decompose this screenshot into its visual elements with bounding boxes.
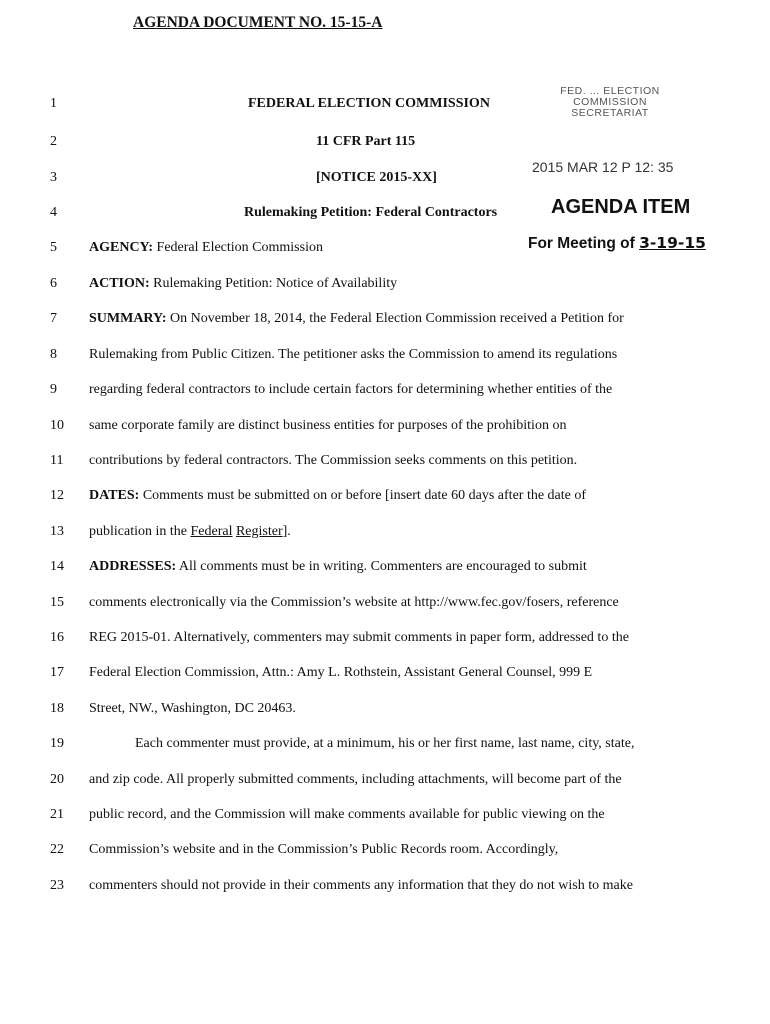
line-number: 8 [50, 347, 57, 362]
received-stamp [520, 86, 700, 119]
stamp-line-1: FED. ... ELECTION [560, 85, 660, 97]
body-line: public record, and the Commission will make comments available for public viewing on the [89, 807, 605, 822]
body-line: Commission’s website and in the Commission’s Public Records room. Accordingly, [89, 842, 559, 857]
line-number: 22 [50, 842, 64, 857]
body-line: REG 2015-01. Alternatively, commenters may submit comments in paper form, addressed to the [89, 630, 629, 645]
line-number: 21 [50, 807, 64, 822]
dates-label: DATES: [89, 488, 140, 503]
notice-number: [NOTICE 2015-XX] [316, 170, 437, 185]
line-number: 2 [50, 134, 57, 149]
agency-label: AGENCY: [89, 240, 154, 255]
body-line: Each commenter must provide, at a minimum, his or her first name, last name, city, state, [135, 736, 635, 751]
stamp-date: 2015 MAR 12 P 12: 35 [532, 159, 674, 175]
line-number: 12 [50, 488, 64, 503]
line-number: 16 [50, 630, 64, 645]
line-number: 10 [50, 418, 64, 433]
body-line: contributions by federal contractors. The Commission seeks comments on this petition. [89, 453, 578, 468]
meeting-line [528, 234, 706, 253]
agency-line [89, 240, 323, 256]
meeting-date: 3-19-15 [639, 234, 706, 252]
addresses-text: All comments must be in writing. Commenters are encouraged to submit [176, 559, 587, 574]
addresses-label: ADDRESSES: [89, 559, 177, 574]
line-number: 19 [50, 736, 64, 751]
body-line: and zip code. All properly submitted comments, including attachments, will become part of the [89, 772, 622, 787]
agency-value: Federal Election Commission [153, 240, 323, 255]
body-line: same corporate family are distinct business entities for purposes of the prohibition on [89, 418, 567, 433]
body-line: Rulemaking from Public Citizen. The petitioner asks the Commission to amend its regulations [89, 347, 618, 362]
stamp-line-2: COMMISSION [573, 96, 647, 108]
meeting-label: For Meeting of [528, 235, 635, 252]
publication-line [89, 524, 291, 540]
action-line [89, 276, 397, 292]
summary-label: SUMMARY: [89, 311, 167, 326]
register-word: Register [235, 524, 283, 539]
publication-pre: publication in the [89, 524, 191, 539]
dates-line [89, 488, 586, 504]
line-number: 15 [50, 595, 64, 610]
line-number: 17 [50, 665, 64, 680]
addresses-line [89, 559, 587, 575]
line-number: 18 [50, 701, 64, 716]
line-number: 5 [50, 240, 57, 255]
action-label: ACTION: [89, 276, 150, 291]
agency-heading: FEDERAL ELECTION COMMISSION [248, 96, 490, 111]
summary-line [89, 311, 624, 327]
document-title: AGENDA DOCUMENT NO. 15-15-A [133, 14, 383, 31]
federal-word: Federal [190, 524, 233, 539]
stamp-line-3: SECRETARIAT [571, 107, 649, 119]
body-line: comments electronically via the Commission’s website at http://www.fec.gov/fosers, reference [89, 595, 619, 610]
line-number: 20 [50, 772, 64, 787]
body-line: commenters should not provide in their comments any information that they do not wish to make [89, 878, 633, 893]
line-number: 11 [50, 453, 64, 468]
line-number: 6 [50, 276, 57, 291]
publication-post: ]. [282, 524, 291, 539]
line-number: 4 [50, 205, 57, 220]
action-value: Rulemaking Petition: Notice of Availability [149, 276, 398, 291]
line-number: 9 [50, 382, 57, 397]
line-number: 23 [50, 878, 64, 893]
line-number: 1 [50, 96, 57, 111]
body-line: Street, NW., Washington, DC 20463. [89, 701, 296, 716]
summary-text: On November 18, 2014, the Federal Election Commission received a Petition for [166, 311, 624, 326]
agenda-item-label: AGENDA ITEM [551, 196, 691, 218]
line-number: 13 [50, 524, 64, 539]
line-number: 7 [50, 311, 57, 326]
cfr-part: 11 CFR Part 115 [316, 134, 416, 149]
dates-text: Comments must be submitted on or before [insert date 60 days after the date of [139, 488, 587, 503]
line-number: 3 [50, 170, 57, 185]
document-subject: Rulemaking Petition: Federal Contractors [244, 205, 498, 220]
body-line: regarding federal contractors to include certain factors for determining whether entities of the [89, 382, 613, 397]
body-line: Federal Election Commission, Attn.: Amy L. Rothstein, Assistant General Counsel, 999 E [89, 665, 593, 680]
line-number: 14 [50, 559, 64, 574]
